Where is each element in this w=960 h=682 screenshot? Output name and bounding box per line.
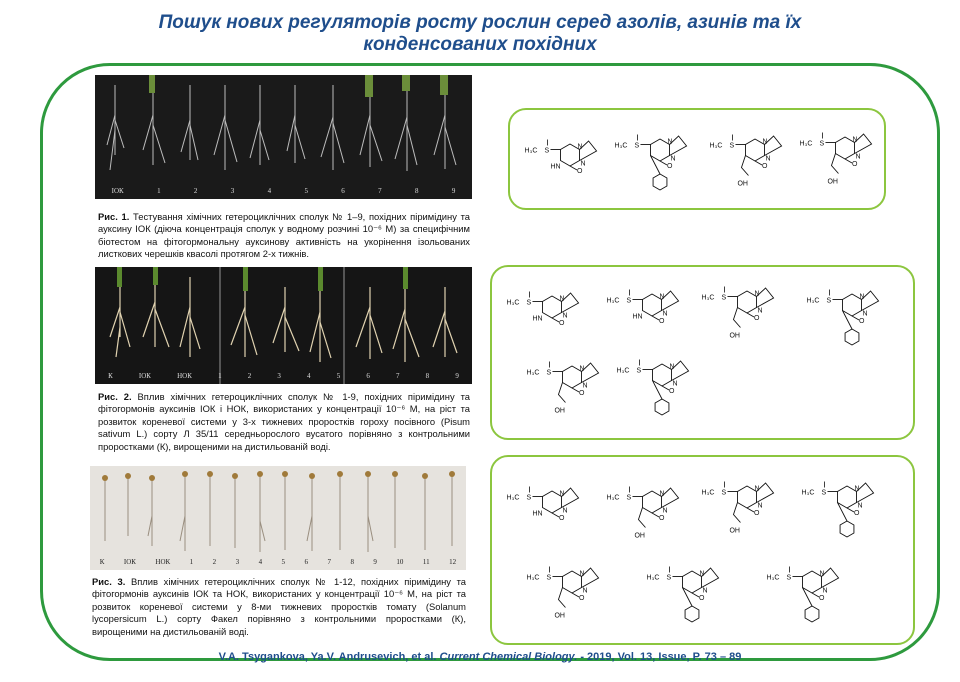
phenyl-ring xyxy=(840,521,854,537)
atom-label: N xyxy=(579,365,585,373)
atom-label: N xyxy=(670,155,676,163)
sample-label: 1 xyxy=(218,372,222,380)
caption-label: Рис. 1. xyxy=(98,211,130,222)
atom-label: O xyxy=(659,318,665,325)
sample-label: 4 xyxy=(307,372,311,380)
atom-label: H₃C xyxy=(646,574,660,582)
sample-label: 5 xyxy=(281,558,286,566)
atom-label: OH xyxy=(729,527,740,535)
atom-label: H₃C xyxy=(801,489,815,497)
sample-label: 11 xyxy=(422,558,430,566)
atom-label: N xyxy=(762,138,768,146)
citation xyxy=(60,651,900,663)
atom-label: N xyxy=(667,138,673,146)
page-title xyxy=(60,12,900,56)
atom-label: N xyxy=(822,587,828,595)
bond xyxy=(741,156,748,176)
atom-label: N xyxy=(582,382,588,390)
atom-label: N xyxy=(672,380,678,388)
bond xyxy=(847,508,854,512)
bond xyxy=(572,388,579,392)
caption-text: Вплив хімічних гетероциклічних сполук № 1-12, похідних піримідину та фітогормонів ауксинів ІОК та НОК, використаних у концентрації 10⁻⁶ М, на ріст та розвиток кореневої системи у 8-ми тижневих проростків томату (Solanum lycopersicum L.) сорту Факел порівняно з контрольними проростками (К), вирощеними на дистильованій воді. xyxy=(92,576,466,637)
structures-panel-2 xyxy=(490,265,915,440)
citation-rest: - 2019, Vol. 13, Issue, P. 73 – 89 xyxy=(577,651,742,663)
atom-label: O xyxy=(754,315,760,322)
title-line-2: конденсованих похідних xyxy=(363,34,597,55)
bond xyxy=(638,508,645,528)
atom-label: N xyxy=(765,155,771,163)
atom-label: N xyxy=(754,485,760,493)
sample-label: 2 xyxy=(193,187,198,195)
atom-label: O xyxy=(859,318,865,325)
atom-label: H₃C xyxy=(701,489,715,497)
atom-label: S xyxy=(546,369,552,377)
sample-label: ІОК xyxy=(138,372,151,380)
atom-label: O xyxy=(559,320,565,327)
atom-label: HN xyxy=(632,313,643,321)
citation-authors: V.A. Tsygankova, Ya.V. Andrusevich, et al. xyxy=(218,651,437,663)
sample-label: 5 xyxy=(336,372,341,380)
atom-label: H₃C xyxy=(701,294,715,302)
atom-label: O xyxy=(852,161,858,168)
atom-label: H₃C xyxy=(606,494,620,502)
atom-label: N xyxy=(699,570,705,578)
bond xyxy=(747,508,754,512)
atom-label: H₃C xyxy=(526,369,540,377)
atom-label: HN xyxy=(550,163,561,171)
atom-label: O xyxy=(659,515,665,522)
atom-label: N xyxy=(662,507,668,515)
sample-label: К xyxy=(108,372,113,380)
atom-label: OH xyxy=(737,180,748,188)
figure-3-photo xyxy=(90,466,466,570)
sample-label: 8 xyxy=(425,372,430,380)
atom-label: HN xyxy=(532,510,543,518)
figure-3-caption xyxy=(92,576,466,638)
sample-label: 3 xyxy=(235,558,240,566)
atom-label: H₃C xyxy=(526,574,540,582)
sample-label: 6 xyxy=(366,372,370,380)
phenyl-ring xyxy=(653,174,667,190)
atom-label: S xyxy=(636,367,642,375)
sample-label: 9 xyxy=(373,558,377,566)
atom-label: N xyxy=(852,136,858,144)
atom-label: O xyxy=(819,595,825,602)
atom-label: N xyxy=(854,485,860,493)
atom-label: O xyxy=(762,163,768,170)
sample-label: 9 xyxy=(455,372,459,380)
figure-1-photo xyxy=(95,75,472,199)
atom-label: S xyxy=(721,489,727,497)
bond xyxy=(692,593,699,597)
atom-label: N xyxy=(659,293,665,301)
caption-text: Вплив хімічних гетероциклічних сполук № 1-9, похідних піримідину та фітогормонів ауксинів ІОК і НОК, використаних у концентрації 10⁻⁶ М, на ріст та розвиток кореневої системи у 3-х тижневих проростків гороху посівного (Pisum sativum L.) сорту Л 35/11 середньорослого вусатого порівняно з контрольними проростками (К), вирощеними на дистильованій воді. xyxy=(98,391,470,452)
atom-label: S xyxy=(819,140,825,148)
atom-label: H₃C xyxy=(506,299,520,307)
bond xyxy=(652,513,659,517)
sample-label: ІОК xyxy=(123,558,136,566)
bond xyxy=(852,316,859,320)
title-line-1: Пошук нових регуляторів росту рослин серед азолів, азинів та їх xyxy=(158,12,802,33)
atom-label: N xyxy=(559,295,565,303)
sample-label: 4 xyxy=(258,558,263,566)
atom-label: S xyxy=(526,494,532,502)
bond xyxy=(662,386,669,390)
atom-label: S xyxy=(544,147,550,155)
atom-label: H₃C xyxy=(614,142,628,150)
sample-label: 3 xyxy=(230,187,235,195)
bond xyxy=(652,316,659,320)
atom-label: O xyxy=(579,390,585,397)
atom-label: N xyxy=(562,312,568,320)
sample-label: 12 xyxy=(449,558,457,566)
bond xyxy=(755,161,762,165)
sample-label: 8 xyxy=(414,187,419,195)
sample-label: 2 xyxy=(247,372,252,380)
bond xyxy=(747,313,754,317)
sample-label: 10 xyxy=(396,558,404,566)
atom-label: N xyxy=(577,143,583,151)
atom-label: H₃C xyxy=(606,297,620,305)
pea-seedlings-image xyxy=(95,267,472,384)
sample-label: НОК xyxy=(177,372,192,380)
atom-label: H₃C xyxy=(799,140,813,148)
structures-panel-1 xyxy=(508,108,886,210)
atom-label: O xyxy=(854,510,860,517)
sample-label: 9 xyxy=(451,187,456,195)
phenyl-ring xyxy=(845,329,859,345)
bond xyxy=(812,593,819,597)
bond xyxy=(558,588,565,608)
atom-label: O xyxy=(667,163,673,170)
sample-label: НОК xyxy=(155,558,171,566)
phenyl-ring xyxy=(655,399,669,415)
sample-label: ІОК xyxy=(111,187,124,195)
atom-label: S xyxy=(634,142,640,150)
atom-label: S xyxy=(526,299,532,307)
atom-label: O xyxy=(579,595,585,602)
sample-label: 1 xyxy=(157,187,161,195)
tomato-seedlings-image xyxy=(90,466,466,570)
atom-label: O xyxy=(669,388,675,395)
structures-drawing xyxy=(492,457,917,647)
atom-label: OH xyxy=(729,332,740,340)
atom-label: O xyxy=(577,168,583,175)
figure-2-caption xyxy=(98,391,470,453)
atom-label: OH xyxy=(827,178,838,186)
atom-label: N xyxy=(580,160,586,168)
atom-label: OH xyxy=(554,407,565,415)
phenyl-ring xyxy=(685,606,699,622)
bean-cuttings-image xyxy=(95,75,472,199)
atom-label: N xyxy=(859,293,865,301)
atom-label: H₃C xyxy=(506,494,520,502)
sample-label: 2 xyxy=(212,558,217,566)
sample-label: 8 xyxy=(350,558,354,566)
bond xyxy=(733,503,740,523)
sample-label: 6 xyxy=(304,558,308,566)
bond xyxy=(660,161,667,165)
figure-2-sample-labels xyxy=(95,372,472,380)
sample-label: 4 xyxy=(267,187,272,195)
structures-panel-3 xyxy=(490,455,915,645)
caption-label: Рис. 3. xyxy=(92,576,126,587)
structures-drawing xyxy=(510,110,888,212)
atom-label: N xyxy=(659,490,665,498)
atom-label: S xyxy=(626,494,632,502)
bond xyxy=(572,593,579,597)
atom-label: H₃C xyxy=(709,142,723,150)
atom-label: N xyxy=(819,570,825,578)
bond xyxy=(845,159,852,163)
phenyl-ring xyxy=(805,606,819,622)
atom-label: S xyxy=(821,489,827,497)
figure-2-photo xyxy=(95,267,472,384)
bond xyxy=(558,383,565,403)
atom-label: N xyxy=(855,153,861,161)
bond xyxy=(733,308,740,328)
atom-label: S xyxy=(826,297,832,305)
sample-label: 5 xyxy=(304,187,308,195)
atom-label: S xyxy=(666,574,672,582)
sample-label: 7 xyxy=(327,558,331,566)
atom-label: N xyxy=(662,310,668,318)
atom-label: H₃C xyxy=(766,574,780,582)
caption-text: Тестування хімічних гетероциклічних сполук № 1–9, похідних піримідину та ауксину ІОК (діюча концентрація сполук у водному розчині 10⁻⁶ М) за специфічним біотестом на фітогормональну ауксинову активність на укорінення ізольованих листкових черешків квасолі протягом 2-х тижнів. xyxy=(98,211,470,260)
atom-label: N xyxy=(862,310,868,318)
atom-label: O xyxy=(699,595,705,602)
atom-label: N xyxy=(757,307,763,315)
atom-label: O xyxy=(559,515,565,522)
sample-label: К xyxy=(99,558,105,566)
atom-label: S xyxy=(729,142,735,150)
figure-3-sample-labels xyxy=(90,558,466,566)
bond xyxy=(552,318,559,322)
atom-label: S xyxy=(786,574,792,582)
bond xyxy=(552,513,559,517)
atom-label: H₃C xyxy=(806,297,820,305)
atom-label: N xyxy=(857,502,863,510)
atom-label: N xyxy=(702,587,708,595)
structures-drawing xyxy=(492,267,917,442)
atom-label: HN xyxy=(532,315,543,323)
bond xyxy=(831,154,838,174)
figure-1-caption xyxy=(98,211,470,261)
atom-label: N xyxy=(669,363,675,371)
atom-label: OH xyxy=(634,532,645,540)
citation-journal: Current Chemical Biology. xyxy=(439,651,578,663)
caption-label: Рис. 2. xyxy=(98,391,132,402)
atom-label: H₃C xyxy=(616,367,630,375)
atom-label: O xyxy=(754,510,760,517)
atom-label: S xyxy=(626,297,632,305)
atom-label: N xyxy=(562,507,568,515)
atom-label: S xyxy=(546,574,552,582)
sample-label: 7 xyxy=(378,187,382,195)
atom-label: S xyxy=(721,294,727,302)
atom-label: OH xyxy=(554,612,565,620)
atom-label: N xyxy=(579,570,585,578)
atom-label: N xyxy=(559,490,565,498)
atom-label: N xyxy=(582,587,588,595)
atom-label: N xyxy=(757,502,763,510)
sample-label: 7 xyxy=(396,372,400,380)
figure-1-sample-labels xyxy=(95,187,472,195)
atom-label: N xyxy=(754,290,760,298)
sample-label: 3 xyxy=(277,372,281,380)
atom-label: H₃C xyxy=(524,147,538,155)
bond xyxy=(570,166,577,170)
sample-label: 1 xyxy=(189,558,194,566)
sample-label: 6 xyxy=(341,187,345,195)
